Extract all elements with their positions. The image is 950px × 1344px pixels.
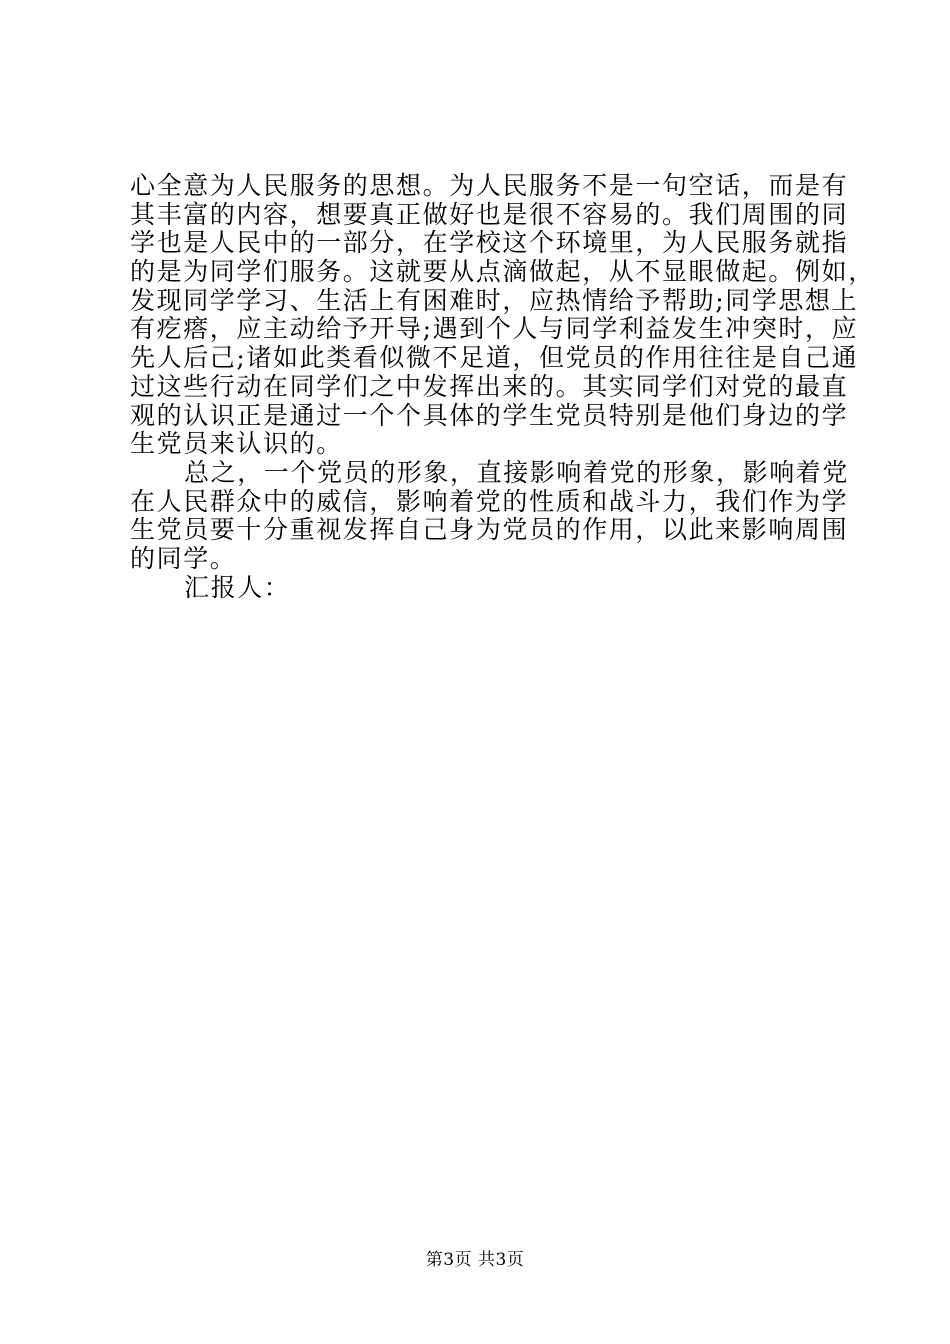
paragraph-line: 生党员来认识的。 — [130, 429, 343, 459]
document-body — [130, 171, 875, 602]
paragraph-line: 的是为同学们服务。这就要从点滴做起，从不显眼做起。例如， — [130, 257, 875, 287]
paragraph-line: 心全意为人民服务的思想。为人民服务不是一句空话，而是有 — [130, 171, 849, 200]
paragraph-line: 学也是人民中的一部分，在学校这个环境里，为人民服务就指 — [130, 228, 849, 258]
paragraph-line: 观的认识正是通过一个个具体的学生党员特别是他们身边的学 — [130, 400, 849, 430]
paragraph-line: 总之，一个党员的形象，直接影响着党的形象，影响着党 — [184, 457, 850, 487]
paragraph-line: 先人后己;诸如此类看似微不足道，但党员的作用往往是自己通 — [130, 343, 859, 373]
reporter-signature-line: 汇报人： — [184, 572, 291, 602]
paragraph-line: 在人民群众中的威信，影响着党的性质和战斗力，我们作为学 — [130, 486, 849, 516]
page-footer — [0, 1245, 950, 1270]
paragraph-line: 发现同学学习、生活上有困难时，应热情给予帮助;同学思想上 — [130, 285, 859, 315]
paragraph-line: 有疙瘩，应主动给予开导;遇到个人与同学利益发生冲突时，应 — [130, 314, 859, 344]
paragraph-line: 过这些行动在同学们之中发挥出来的。其实同学们对党的最直 — [130, 371, 849, 401]
paragraph-line: 的同学。 — [130, 543, 237, 573]
paragraph-line: 生党员要十分重视发挥自己身为党员的作用，以此来影响周围 — [130, 515, 849, 545]
paragraph-line: 其丰富的内容，想要真正做好也是很不容易的。我们周围的同 — [130, 199, 849, 229]
page-number: 第3页 共3页 — [425, 1250, 525, 1270]
